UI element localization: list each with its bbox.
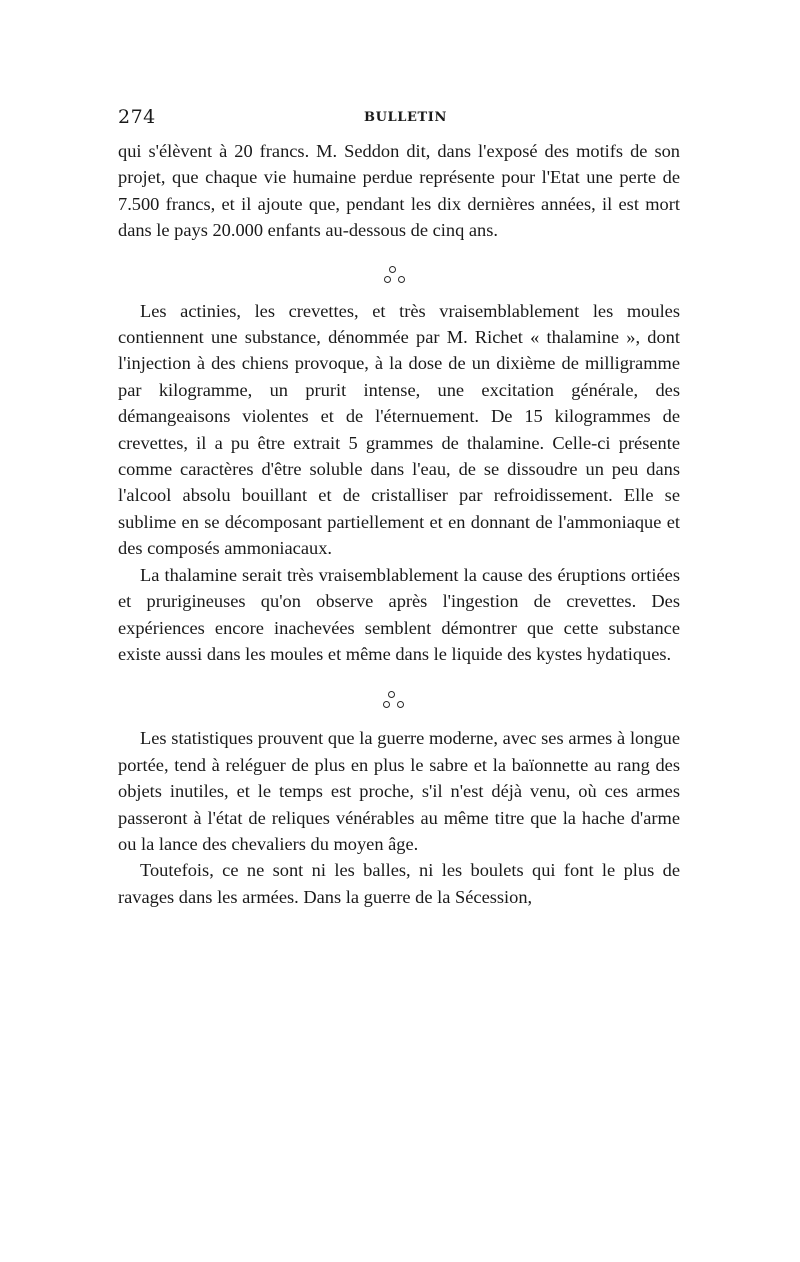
asterism-dot — [383, 701, 390, 708]
paragraph-thalamine-cause: La thalamine serait très vraisemblablement la cause des éruptions ortiées et prurigineuses qu'on observe après l'ingestion de crevettes. Des expériences encore inachevées semblent démontrer que cette substance existe aussi dans les moules et même dans le liquide des kystes hydatiques. — [118, 564, 680, 664]
paragraph-statistiques: Les statistiques prouvent que la guerre moderne, avec ses armes à longue portée, tend à reléguer de plus en plus le sabre et la baïonnette au rang des objets inutiles, et le temps est proche, s'il n'est déjà venu, où ces armes passeront à l'état de reliques vénérables au même titre que la hache d'arme ou la lance des chevaliers du moyen âge. — [118, 728, 680, 854]
asterism-dot — [397, 701, 404, 708]
running-title: BULLETIN — [364, 110, 447, 125]
page — [118, 104, 680, 910]
running-head — [118, 104, 680, 138]
paragraph-thalamine: Les actinies, les crevettes, et très vraisemblablement les moules contiennent une substance, dénommée par M. Richet « thalamine », dont l'injection à des chiens provoque, à la dose de un dixième de milligramme par kilogramme, un prurit intense, une excitation générale, des démangeaisons violentes et de l'éternuement. De 15 kilogrammes de crevettes, il a pu être extrait 5 grammes de thalamine. Celle-ci présente comme caractères d'être soluble dans l'eau, de se dissoudre un peu dans l'alcool absolu bouillant et de cristalliser par refroidissement. Elle se sublime en se décomposant partiellement et en donnant de l'ammoniaque et des composés ammoniacaux. — [118, 300, 680, 559]
asterism-dot — [398, 276, 405, 283]
paragraph-seddon: qui s'élèvent à 20 francs. M. Seddon dit, dans l'exposé des motifs de son projet, que chaque vie humaine perdue représente pour l'Etat une perte de 7.500 francs, et il ajoute que, pendant les dix dernières années, il est mort dans le pays 20.000 enfants au-dessous de cinq ans. — [118, 141, 680, 241]
asterism-dot — [384, 276, 391, 283]
section-separator-asterism — [118, 244, 680, 298]
page-number: 274 — [118, 106, 156, 128]
asterism-dot — [388, 691, 395, 698]
section-separator-asterism — [118, 667, 680, 725]
asterism-dot — [389, 266, 396, 273]
paragraph-toutefois: Toutefois, ce ne sont ni les balles, ni les boulets qui font le plus de ravages dans les armées. Dans la guerre de la Sécession, — [118, 860, 680, 907]
